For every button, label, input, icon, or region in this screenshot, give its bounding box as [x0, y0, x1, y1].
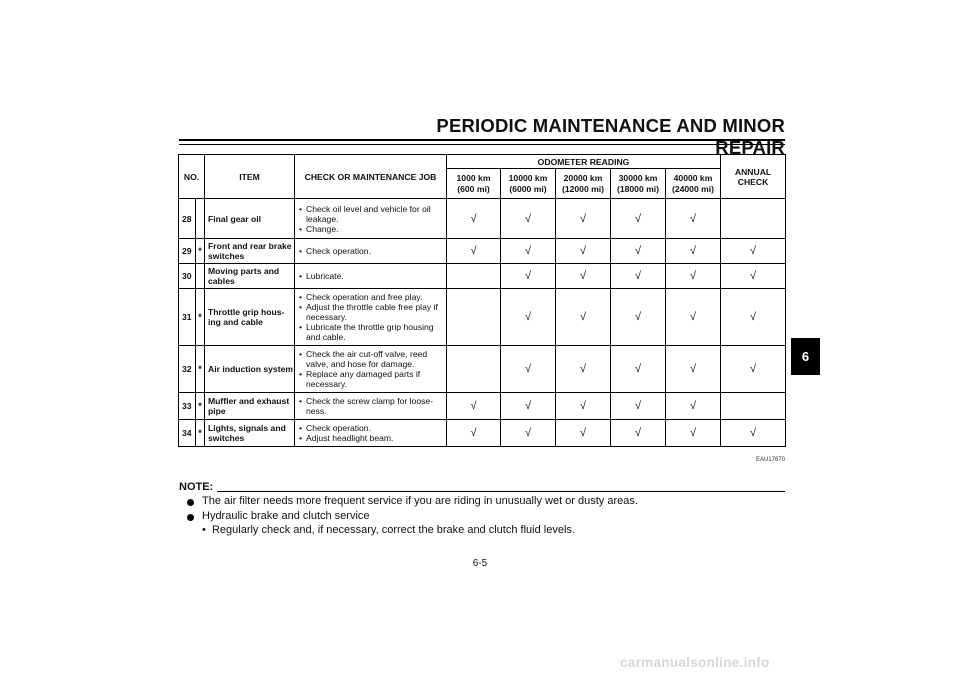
- job-step: • Check operation and free play.: [299, 292, 444, 302]
- note-rule: [217, 491, 785, 492]
- check-mark: √: [447, 393, 501, 420]
- watermark: carmanualsonline.info: [620, 655, 770, 670]
- header-interval: [611, 169, 666, 199]
- bullet-dot: [187, 514, 194, 521]
- row-item: Final gear oil: [205, 199, 295, 239]
- check-mark: √: [556, 239, 611, 264]
- header-item: ITEM: [205, 155, 295, 199]
- check-mark: √: [721, 346, 786, 393]
- check-mark: √: [611, 199, 666, 239]
- interval-mi: (24000 mi): [671, 183, 715, 194]
- bullet-dot: [187, 499, 194, 506]
- check-mark: √: [501, 199, 556, 239]
- row-item: Front and rear brake switches: [205, 239, 295, 264]
- header-interval: [447, 169, 501, 199]
- check-mark: √: [556, 264, 611, 289]
- row-number: 32: [179, 346, 196, 393]
- row-number: 28: [179, 199, 196, 239]
- row-job: [295, 199, 447, 239]
- header-interval: [501, 169, 556, 199]
- check-mark: √: [556, 289, 611, 346]
- check-mark: √: [666, 420, 721, 447]
- row-item: Lights, signals and switches: [205, 420, 295, 447]
- check-mark: √: [556, 199, 611, 239]
- job-step: • Check the screw clamp for looseness.: [299, 396, 444, 416]
- title-rule-thin: [179, 144, 785, 145]
- check-mark: √: [556, 393, 611, 420]
- check-mark: √: [721, 264, 786, 289]
- check-mark: √: [611, 264, 666, 289]
- note-line-3-text: Regularly check and, if necessary, correct the brake and clutch fluid levels.: [211, 524, 575, 536]
- check-mark: √: [447, 199, 501, 239]
- check-mark: √: [721, 289, 786, 346]
- row-job: [295, 346, 447, 393]
- check-mark: √: [447, 239, 501, 264]
- document-code: EAU17670: [755, 457, 785, 463]
- check-mark: √: [611, 239, 666, 264]
- page-number: 6-5: [472, 558, 488, 569]
- check-mark: √: [501, 239, 556, 264]
- check-mark: √: [721, 239, 786, 264]
- table-row: [179, 393, 786, 420]
- interval-mi: (18000 mi): [616, 183, 660, 194]
- title-rule: [179, 139, 785, 141]
- check-mark: √: [666, 289, 721, 346]
- interval-km: 1000 km: [456, 172, 491, 183]
- check-mark: √: [501, 393, 556, 420]
- check-mark: √: [501, 289, 556, 346]
- table-row: [179, 239, 786, 264]
- check-mark: √: [666, 264, 721, 289]
- row-job: [295, 239, 447, 264]
- row-item: Throttle grip housing and cable: [205, 289, 295, 346]
- interval-km: 10000 km: [508, 172, 548, 183]
- job-step: • Check oil level and vehicle for oil leakage.: [299, 204, 444, 224]
- table-row: [179, 264, 786, 289]
- row-mark: *: [196, 420, 205, 447]
- interval-mi: (12000 mi): [561, 183, 605, 194]
- job-step: • Lubricate the throttle grip housing and cable.: [299, 322, 444, 342]
- check-mark: √: [666, 199, 721, 239]
- check-mark: √: [611, 393, 666, 420]
- note-label: NOTE:: [179, 481, 214, 493]
- header-no: NO.: [179, 155, 205, 199]
- chapter-tab: 6: [791, 338, 820, 375]
- row-mark: [196, 199, 205, 239]
- row-mark: [196, 264, 205, 289]
- job-step: • Adjust the throttle cable free play if necessary.: [299, 302, 444, 322]
- check-mark: √: [611, 289, 666, 346]
- job-step: • Replace any damaged parts if necessary.: [299, 369, 444, 389]
- table-row: [179, 199, 786, 239]
- row-mark: *: [196, 239, 205, 264]
- job-step: • Check operation.: [299, 246, 444, 256]
- check-mark: √: [666, 393, 721, 420]
- job-step: • Check operation.: [299, 423, 444, 433]
- header-annual: ANNUAL CHECK: [721, 155, 786, 199]
- check-mark: √: [721, 420, 786, 447]
- page-title: PERIODIC MAINTENANCE AND MINOR REPAIR: [436, 115, 785, 158]
- interval-km: 20000 km: [563, 172, 603, 183]
- row-mark: *: [196, 393, 205, 420]
- interval-km: 30000 km: [618, 172, 658, 183]
- check-mark: [447, 289, 501, 346]
- row-job: [295, 393, 447, 420]
- check-mark: √: [611, 420, 666, 447]
- check-mark: √: [501, 264, 556, 289]
- table-row: [179, 420, 786, 447]
- header-odometer: ODOMETER READING: [447, 155, 721, 169]
- row-mark: *: [196, 346, 205, 393]
- row-job: [295, 420, 447, 447]
- row-item: Muffler and exhaust pipe: [205, 393, 295, 420]
- row-number: 34: [179, 420, 196, 447]
- row-item: Air induction system: [205, 346, 295, 393]
- row-mark: *: [196, 289, 205, 346]
- interval-mi: (600 mi): [457, 183, 490, 194]
- header-interval: [556, 169, 611, 199]
- check-mark: [721, 393, 786, 420]
- interval-mi: (6000 mi): [509, 183, 547, 194]
- table-row: [179, 289, 786, 346]
- row-number: 31: [179, 289, 196, 346]
- check-mark: √: [501, 346, 556, 393]
- row-number: 29: [179, 239, 196, 264]
- check-mark: √: [556, 346, 611, 393]
- check-mark: [447, 346, 501, 393]
- row-item: Moving parts and cables: [205, 264, 295, 289]
- interval-km: 40000 km: [673, 172, 713, 183]
- table-row: [179, 346, 786, 393]
- job-step: • Change.: [299, 224, 444, 234]
- check-mark: √: [556, 420, 611, 447]
- header-job: CHECK OR MAINTENANCE JOB: [295, 155, 447, 199]
- check-mark: √: [447, 420, 501, 447]
- note-line-1: The air filter needs more frequent service if you are riding in unusually wet or dusty areas.: [202, 495, 638, 507]
- check-mark: [447, 264, 501, 289]
- check-mark: √: [666, 239, 721, 264]
- check-mark: [721, 199, 786, 239]
- note-line-3: • Regularly check and, if necessary, correct the brake and clutch fluid levels.: [202, 524, 575, 536]
- check-mark: √: [666, 346, 721, 393]
- check-mark: √: [611, 346, 666, 393]
- row-job: [295, 289, 447, 346]
- job-step: • Check the air cut-off valve, reed valve, and hose for damage.: [299, 349, 444, 369]
- note-line-2: Hydraulic brake and clutch service: [202, 510, 370, 522]
- header-interval: [666, 169, 721, 199]
- job-step: • Lubricate.: [299, 271, 444, 281]
- row-number: 33: [179, 393, 196, 420]
- job-step: • Adjust headlight beam.: [299, 433, 444, 443]
- row-number: 30: [179, 264, 196, 289]
- row-job: [295, 264, 447, 289]
- check-mark: √: [501, 420, 556, 447]
- maintenance-table: [178, 154, 786, 447]
